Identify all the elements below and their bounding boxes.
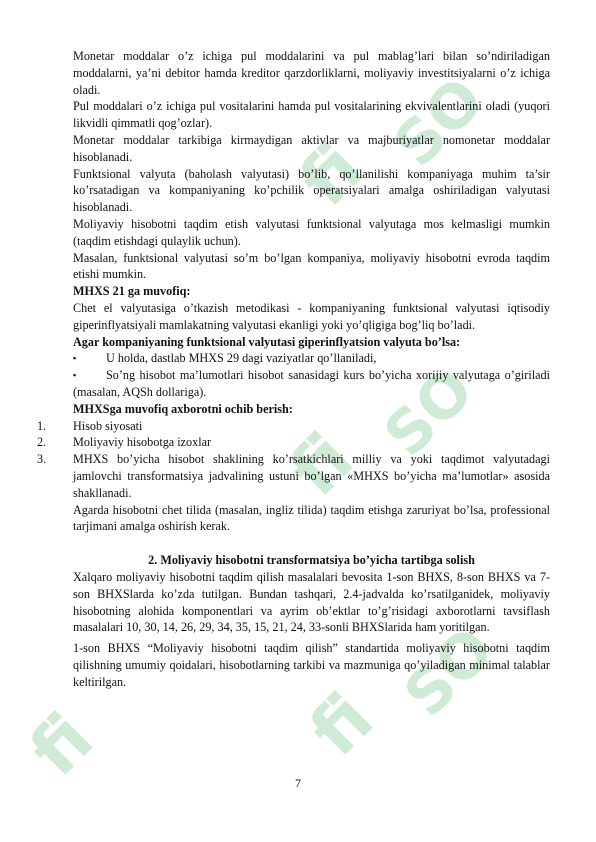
section-title: 2. Moliyaviy hisobotni transformatsiya bo’yicha tartibga solish [148,553,475,568]
svg-text:fi: fi [14,697,109,793]
bullet-item [73,350,550,367]
bullet-text: So’ng hisobot ma’lumotlari hisobot sanasidagi kurs bo’yicha xorijiy valyutaga o’giriladi (masalan, AQSh dollariga). [73,368,550,399]
body-text [37,48,550,690]
item-text: MHXS bo’yicha hisobot shaklining ko’rsatkichlari milliy va yoki taqdimot valyutadagi jamlovchi transformatsiya jadvalining ustuni bo’lgan «MHXS bo’yicha ma’lumotlar» asosida shakllanadi. [73,452,550,500]
subheading: Agar kompaniyaning funktsional valyutasi giperinflyatsion valyuta bo’lsa: [73,334,461,349]
subheading: MHXS 21 ga muvofiq: [73,284,191,299]
bullet-item [73,367,550,401]
paragraph: Agarda hisobotni chet tilida (masalan, ingliz tilida) taqdim etishga zaruriyat bo’lsa, professional tarjimani amalga oshirish kerak. [73,502,550,534]
paragraph: Chet el valyutasiga o’tkazish metodikasi - kompaniyaning funktsional valyutasi iqtisodiy giperinflyatsiyali mamlakatning valyutasi ekanligi yoki yo’qligiga bog’liq bo’ladi. [73,300,550,332]
page-number: 7 [295,776,301,790]
paragraph: Masalan, funktsional valyutasi so’m bo’lgan kompaniya, moliyaviy hisobotni evroda taqdim etishi mumkin. [73,250,550,282]
subheading: MHXSga muvofiq axborotni ochib berish: [73,401,293,416]
paragraph: Xalqaro moliyaviy hisobotni taqdim qilish masalalari bevosita 1-son BHXS, 8-son BHXS va 7-son BHXSlarda ko’zda tutilgan. Bundan tashqari, 2.4-jadvalda ko’rsatilganidek, moliyaviy hisobotning alohida komponentlari va ayrim ob’ektlar to’g’risidagi axborotlarni tavsiflash masalalari 10, 30, 14, 26, 29, 34, 35, 15, 21, 24, 33-sonli BHXSlarida ham yoritilgan. [73,569,550,635]
item-number: 2. [37,435,47,450]
item-number: 3. [37,452,47,467]
paragraph: Monetar moddalar o’z ichiga pul moddalarini va pul mablag’lari bilan so’ndiriladigan moddalarni, ya’ni debitor hamda kreditor qarzdorliklarni, moliyaviy investitsiyalarni o’z ichiga oladi. [73,49,550,97]
bullet-text: U holda, dastlab MHXS 29 dagi vaziyatlar qo’llaniladi, [106,351,377,366]
paragraph: Funktsional valyuta (baholash valyutasi) bo’lib, qo’llanilishi kompaniyaga muhim ta’sir ko’rsatadigan va kompaniyaning ko’pchilik operatsiyalari amalga oshiriladigan valyutasi hisoblanadi. [73,166,550,215]
item-text: Hisob siyosati [73,418,143,433]
svg-text:fi: fi [274,417,369,513]
bullet-marker-icon: ▪ [73,370,77,381]
numbered-item [37,434,550,451]
svg-text:SO: SO [371,354,488,471]
numbered-item [37,451,550,501]
item-text: Moliyaviy hisobotga izoxlar [73,435,212,450]
paragraph: Monetar moddalar tarkibiga kirmaydigan aktivlar va majburiyatlar nomonetar moddalar hisoblanadi. [73,132,550,164]
paragraph: Moliyaviy hisobotni taqdim etish valyutasi funktsional valyutaga mos kelmasligi mumkin (taqdim etishdagi qulaylik uchun). [73,216,550,248]
svg-text:SO: SO [391,614,508,731]
svg-text:fi: fi [284,127,379,223]
svg-text:fi: fi [294,677,389,773]
paragraph: 1-son BHXS “Moliyaviy hisobotni taqdim qilish” standartida moliyaviy hisobotni taqdim qilishning umumiy qoidalari, hisobotlarning tarkibi va mazmuniga qo’yiladigan minimal talablar keltirilgan. [73,641,550,689]
bullet-marker-icon: ▪ [73,353,77,364]
numbered-item [37,418,550,435]
item-number: 1. [37,418,47,433]
svg-text:SO: SO [381,64,498,181]
paragraph: Pul moddalari o’z ichiga pul vositalarini hamda pul vositalarining ekvivalentlarini oladi (yuqori likvidli qimmatli qog’ozlar). [73,99,550,131]
